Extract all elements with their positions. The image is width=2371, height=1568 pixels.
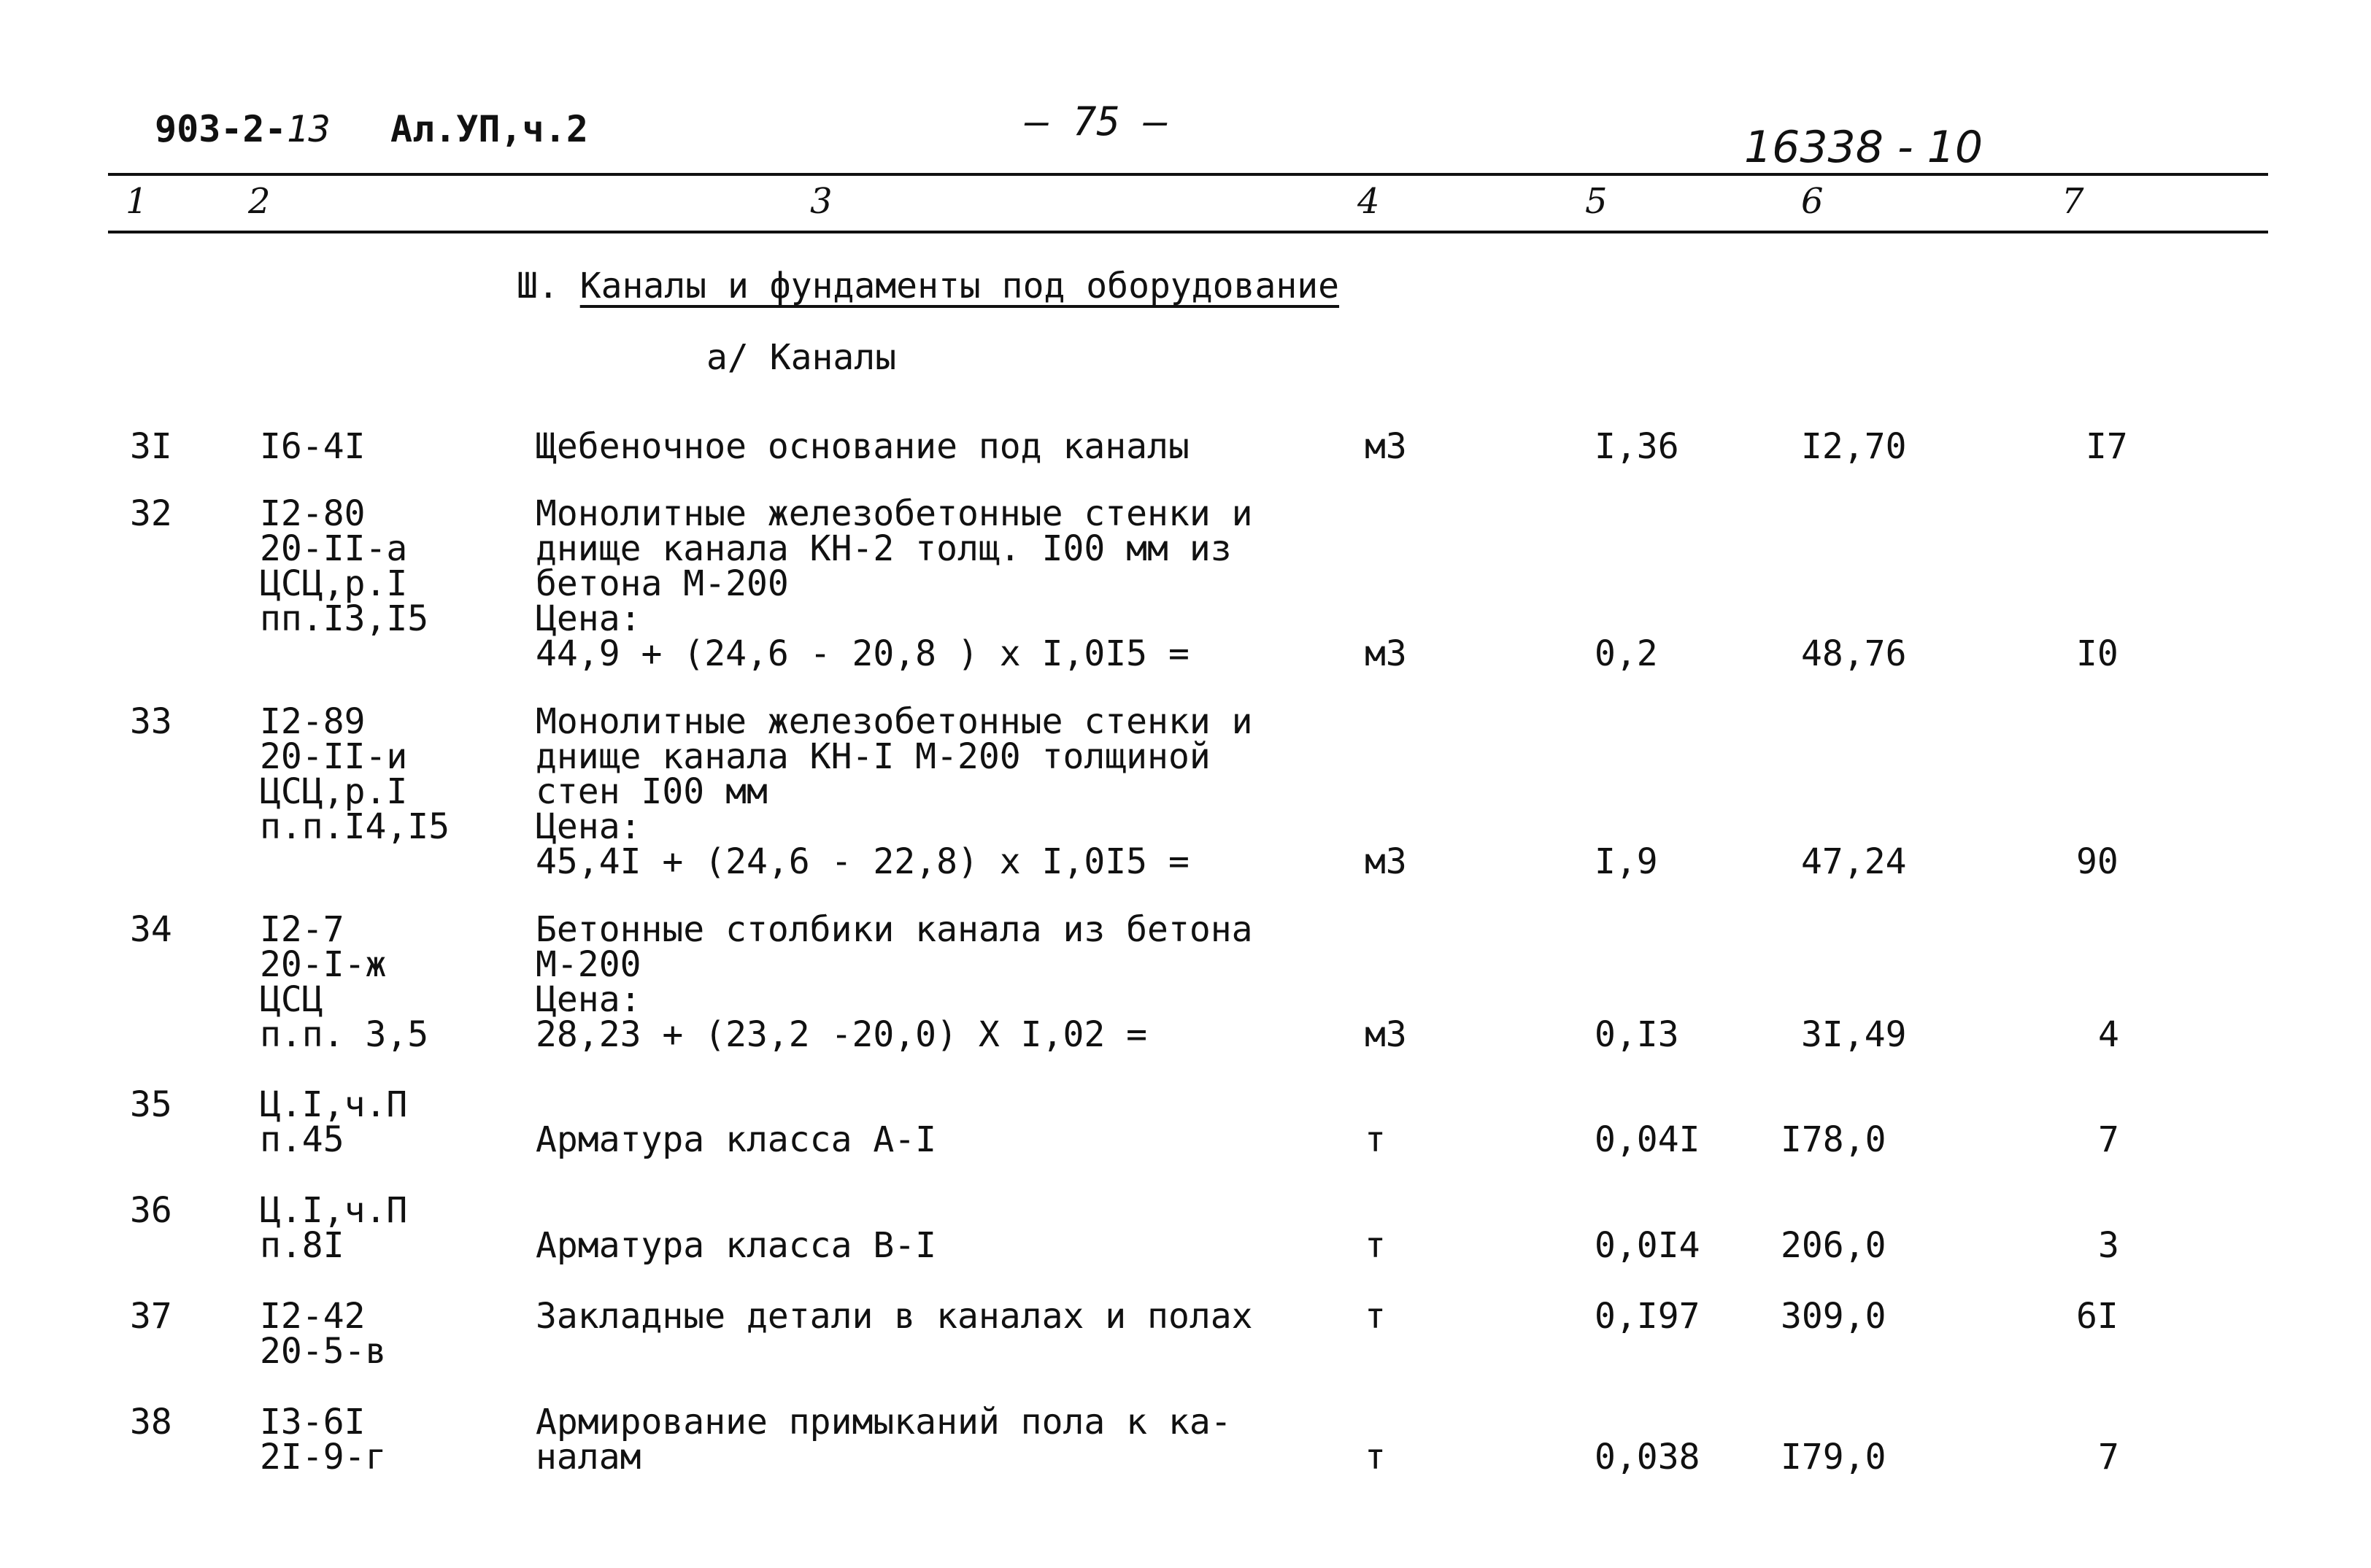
row-35-number: 35 <box>130 1084 172 1125</box>
row-34-desc-3: Цена: <box>536 979 641 1020</box>
document-code <box>155 108 331 150</box>
row-33-code-2: 20-II-и <box>260 736 408 777</box>
row-32-desc-2: днище канала КН-2 толщ. I00 мм из <box>536 528 1232 569</box>
column-number-3: 3 <box>810 181 833 222</box>
row-31-total: I7 <box>2086 426 2128 467</box>
row-38-number: 38 <box>130 1402 172 1443</box>
row-33-desc-1: Монолитные железобетонные стенки и <box>536 701 1253 742</box>
row-35-code-2: п.45 <box>260 1119 344 1160</box>
row-32-code-4: пп.I3,I5 <box>260 598 429 639</box>
row-31-desc-1: Щебеночное основание под каналы <box>536 426 1190 467</box>
row-34-total: 4 <box>2098 1014 2119 1055</box>
row-38-desc-2: налам <box>536 1437 641 1478</box>
row-38-total: 7 <box>2098 1437 2119 1478</box>
row-34-desc-1: Бетонные столбики канала из бетона <box>536 909 1253 950</box>
row-34-code-3: ЦСЦ <box>260 979 323 1020</box>
row-31-quantity: I,36 <box>1595 426 1679 467</box>
document-code-handwritten: 13 <box>286 108 331 150</box>
row-32-desc-3: бетона М-200 <box>536 563 789 604</box>
row-33-desc-2: днище канала КН-I М-200 толщиной <box>536 736 1211 777</box>
row-31-code-1: I6-4I <box>260 426 366 467</box>
row-37-desc-1: Закладные детали в каналах и полах <box>536 1296 1253 1337</box>
row-32-code-1: I2-80 <box>260 493 366 534</box>
row-32-code-3: ЦСЦ,р.I <box>260 563 408 604</box>
row-37-number: 37 <box>130 1296 172 1337</box>
row-34-code-2: 20-I-ж <box>260 944 387 985</box>
row-36-total: 3 <box>2098 1225 2119 1266</box>
row-35-total: 7 <box>2098 1119 2119 1160</box>
row-32-desc-4: Цена: <box>536 598 641 639</box>
document-code-printed: 903-2- <box>155 108 287 150</box>
row-34-desc-2: М-200 <box>536 944 641 985</box>
column-number-1: 1 <box>126 181 148 222</box>
row-33-unit: м3 <box>1365 841 1407 882</box>
row-33-desc-3: стен I00 мм <box>536 771 768 812</box>
row-37-quantity: 0,I97 <box>1595 1296 1700 1337</box>
row-35-code-1: Ц.I,ч.П <box>260 1084 408 1125</box>
column-number-2: 2 <box>248 181 271 222</box>
row-35-desc-1: Арматура класса А-I <box>536 1119 937 1160</box>
section-title-text: Каналы и фундаменты под оборудование <box>579 266 1340 306</box>
row-38-code-2: 2I-9-г <box>260 1437 387 1478</box>
row-38-desc-1: Армирование примыканий пола к ка- <box>536 1402 1232 1443</box>
header-bottom-rule <box>108 231 2268 233</box>
row-32-total: I0 <box>2076 633 2119 674</box>
page-number: — 75 — <box>1025 99 1168 144</box>
row-36-quantity: 0,0I4 <box>1595 1225 1700 1266</box>
row-35-price: I78,0 <box>1781 1119 1886 1160</box>
row-33-code-3: ЦСЦ,р.I <box>260 771 408 812</box>
row-36-code-2: п.8I <box>260 1225 344 1266</box>
row-35-unit: т <box>1365 1119 1386 1160</box>
top-rule <box>108 173 2268 176</box>
row-36-code-1: Ц.I,ч.П <box>260 1190 408 1231</box>
row-32-desc-5: 44,9 + (24,6 - 20,8 ) х I,0I5 = <box>536 633 1190 674</box>
row-34-price: 3I,49 <box>1801 1014 1907 1055</box>
row-36-desc-1: Арматура класса В-I <box>536 1225 937 1266</box>
row-37-code-2: 20-5-в <box>260 1331 387 1372</box>
row-38-quantity: 0,038 <box>1595 1437 1700 1478</box>
row-31-price: I2,70 <box>1801 426 1907 467</box>
row-34-quantity: 0,I3 <box>1595 1014 1679 1055</box>
row-33-desc-4: Цена: <box>536 806 641 847</box>
row-37-unit: т <box>1365 1296 1386 1337</box>
row-33-number: 33 <box>130 701 172 742</box>
row-32-quantity: 0,2 <box>1595 633 1658 674</box>
section-prefix: Ш. <box>517 266 559 306</box>
row-31-number: 3I <box>130 426 172 467</box>
row-33-total: 90 <box>2076 841 2119 882</box>
row-34-desc-4: 28,23 + (23,2 -20,0) Х I,02 = <box>536 1014 1148 1055</box>
column-number-4: 4 <box>1357 181 1380 222</box>
row-34-code-4: п.п. 3,5 <box>260 1014 429 1055</box>
row-32-unit: м3 <box>1365 633 1407 674</box>
row-36-number: 36 <box>130 1190 172 1231</box>
row-32-number: 32 <box>130 493 172 534</box>
row-33-desc-5: 45,4I + (24,6 - 22,8) х I,0I5 = <box>536 841 1190 882</box>
row-34-code-1: I2-7 <box>260 909 344 950</box>
column-number-5: 5 <box>1585 181 1608 222</box>
row-32-price: 48,76 <box>1801 633 1907 674</box>
section-subtitle: а/ Каналы <box>706 337 897 378</box>
row-35-quantity: 0,04I <box>1595 1119 1700 1160</box>
row-38-unit: т <box>1365 1437 1386 1478</box>
row-37-code-1: I2-42 <box>260 1296 366 1337</box>
row-37-price: 309,0 <box>1781 1296 1886 1337</box>
sheet-code: 16338 - 10 <box>1744 122 1983 173</box>
row-38-price: I79,0 <box>1781 1437 1886 1478</box>
column-number-7: 7 <box>2062 181 2084 222</box>
row-33-code-1: I2-89 <box>260 701 366 742</box>
row-36-price: 206,0 <box>1781 1225 1886 1266</box>
row-34-number: 34 <box>130 909 172 950</box>
row-36-unit: т <box>1365 1225 1386 1266</box>
row-37-total: 6I <box>2076 1296 2119 1337</box>
row-32-desc-1: Монолитные железобетонные стенки и <box>536 493 1253 534</box>
section-title <box>517 266 1340 306</box>
row-31-unit: м3 <box>1365 426 1407 467</box>
row-33-quantity: I,9 <box>1595 841 1658 882</box>
row-34-unit: м3 <box>1365 1014 1407 1055</box>
row-32-code-2: 20-II-а <box>260 528 408 569</box>
row-38-code-1: I3-6I <box>260 1402 366 1443</box>
album-label: Ал.УП,ч.2 <box>390 108 588 150</box>
row-33-price: 47,24 <box>1801 841 1907 882</box>
column-number-6: 6 <box>1801 181 1824 222</box>
row-33-code-4: п.п.I4,I5 <box>260 806 450 847</box>
